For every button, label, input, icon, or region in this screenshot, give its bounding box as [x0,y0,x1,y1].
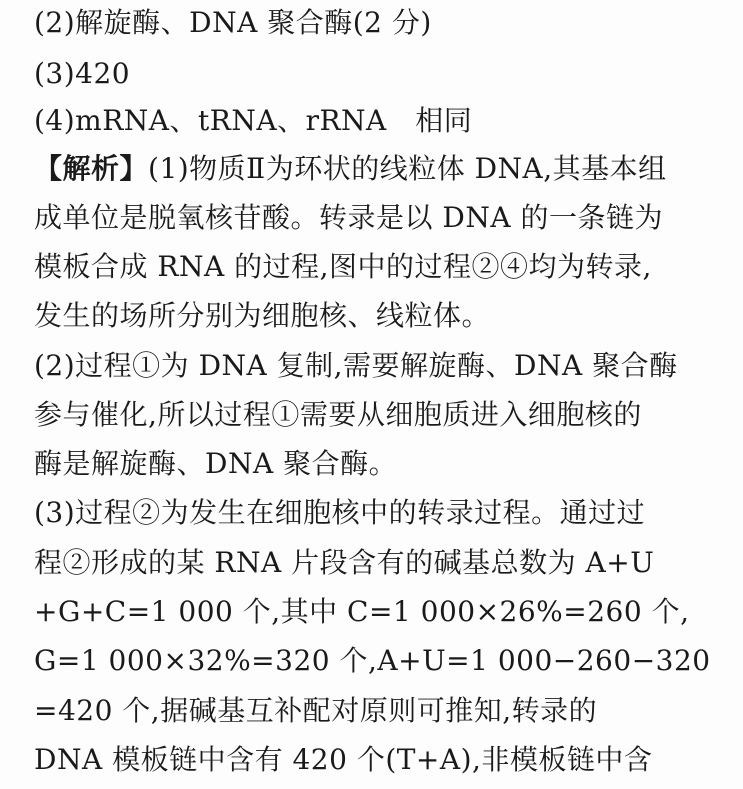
analysis-line-6: 参与催化,所以过程①需要从细胞质进入细胞核的 [34,398,642,431]
analysis-line-9: 程②形成的某 RNA 片段含有的碱基总数为 A+U [34,546,655,579]
analysis-line-11: G=1 000×32%=320 个,A+U=1 000−260−320 [34,644,711,677]
answer-3: (3)420 [34,57,131,90]
analysis-line-10: +G+C=1 000 个,其中 C=1 000×26%=260 个, [34,595,690,628]
analysis-line-4: 发生的场所分别为细胞核、线粒体。 [34,299,491,332]
answer-4: (4)mRNA、tRNA、rRNA 相同 [34,104,473,137]
analysis-line-1-text: (1)物质Ⅱ为环状的线粒体 DNA,其基本组 [148,152,667,185]
analysis-line-3: 模板合成 RNA 的过程,图中的过程②④均为转录, [34,250,652,283]
analysis-line-5: (2)过程①为 DNA 复制,需要解旋酶、DNA 聚合酶 [34,349,678,382]
analysis-line-1 [34,152,667,186]
analysis-line-2: 成单位是脱氧核苷酸。转录是以 DNA 的一条链为 [34,201,663,234]
analysis-line-7: 酶是解旋酶、DNA 聚合酶。 [34,447,398,480]
analysis-line-12: =420 个,据碱基互补配对原则可推知,转录的 [34,694,598,727]
analysis-line-13: DNA 模板链中含有 420 个(T+A),非模板链中含 [34,743,653,776]
analysis-line-8: (3)过程②为发生在细胞核中的转录过程。通过过 [34,496,646,529]
analysis-tag: 【解析】 [34,152,149,185]
answer-2: (2)解旋酶、DNA 聚合酶(2 分) [34,6,432,39]
